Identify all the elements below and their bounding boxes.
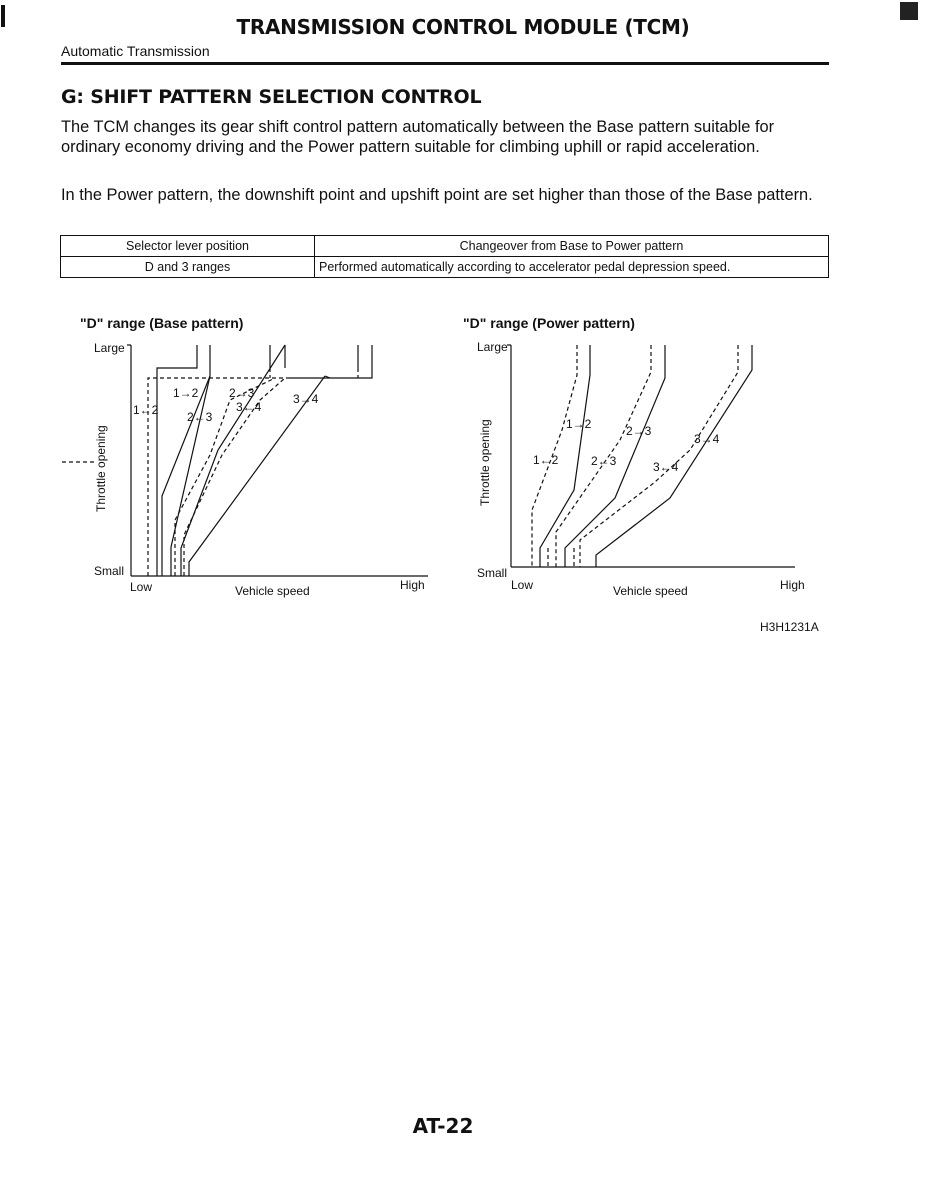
table-header-cell: Changeover from Base to Power pattern [315,236,829,257]
section-heading: G: SHIFT PATTERN SELECTION CONTROL [61,86,482,108]
chart-title-base: "D" range (Base pattern) [80,315,244,331]
page-number: AT-22 [412,1114,474,1138]
table-header-cell: Selector lever position [61,236,315,257]
base-y-tick-large: Large [94,341,125,355]
chart-title-power: "D" range (Power pattern) [463,315,635,331]
base-x-tick-low: Low [130,580,153,594]
base-x-tick-high: High [400,578,425,592]
base-upshift-2-3 [162,345,210,576]
power-shift-label-1-2-up: 1→2 [566,417,592,431]
paragraph-power-pattern: In the Power pattern, the downshift point and upshift point are set higher than those of the Base pattern. [61,186,813,204]
power-x-tick-high: High [780,578,805,592]
base-shift-label-2-3-up: 2→3 [229,386,255,400]
paragraph-intro: The TCM changes its gear shift control pattern automatically between the Base pattern suitable for ordinary economy driving and the Power pattern suitable for climbing uphill or rapid acceleration. [61,118,775,156]
power-y-tick-large: Large [477,340,508,354]
base-y-axis-label: Throttle opening [94,425,108,512]
power-x-tick-low: Low [511,578,534,592]
page-title: TRANSMISSION CONTROL MODULE (TCM) [236,15,690,39]
power-y-axis-label: Throttle opening [478,419,492,506]
figure-id: H3H1231A [760,620,819,634]
power-shift-label-1-2-down: 1←2 [533,453,559,467]
power-shift-label-3-4-down: 3←4 [653,460,679,474]
base-shift-label-3-4-up: 3→4 [293,392,319,406]
base-upshift-line-b [181,345,285,576]
base-downshift-3-4 [184,378,285,576]
base-upshift-top-b [288,345,372,378]
power-y-tick-small: Small [477,566,508,580]
base-x-axis-label: Vehicle speed [235,584,310,598]
page-subtitle: Automatic Transmission [61,43,210,59]
table-cell: D and 3 ranges [61,257,315,278]
base-y-tick-small: Small [94,564,125,578]
base-shift-label-3-4-down: 3←4 [236,400,262,414]
base-shift-label-1-2-down: 1←2 [133,403,159,417]
base-shift-label-1-2-up: 1→2 [173,386,199,400]
power-shift-label-2-3-down: 2←3 [591,454,617,468]
power-shift-label-2-3-up: 2→3 [626,424,652,438]
power-upshift-3-4 [596,345,752,567]
base-shift-label-2-3-down: 2←3 [187,410,213,424]
power-x-axis-label: Vehicle speed [613,584,688,598]
power-shift-label-3-4-up: 3→4 [694,432,720,446]
table-cell: Performed automatically according to accelerator pedal depression speed. [315,257,829,278]
